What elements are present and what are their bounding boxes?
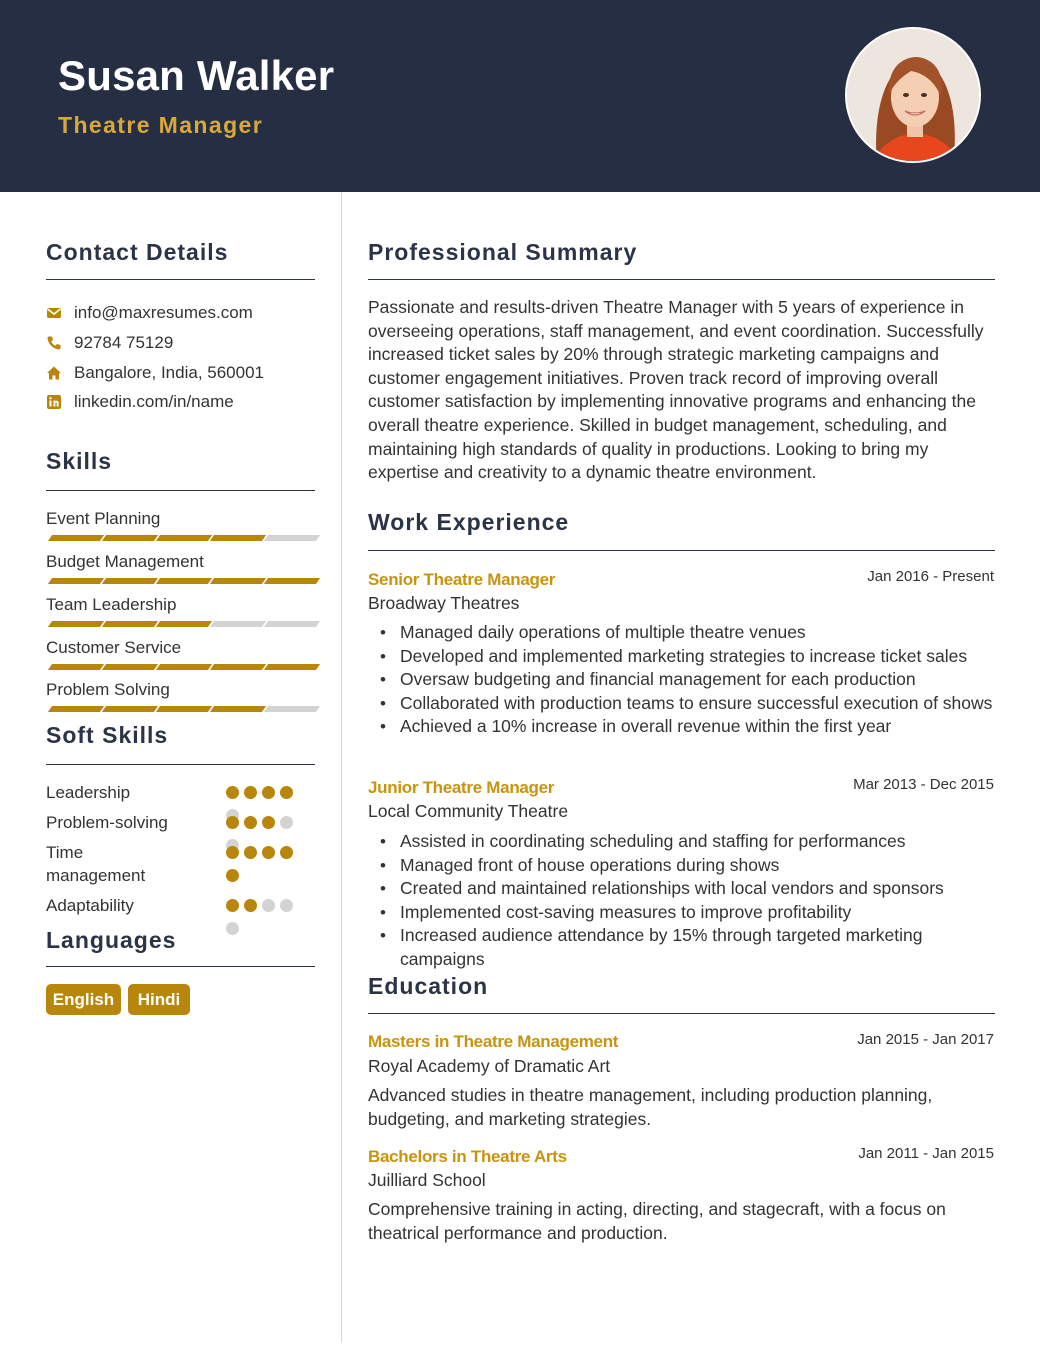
skill-item [46, 551, 316, 573]
job-bullet: • Achieved a 10% increase in overall revenue within the first year [368, 715, 994, 739]
resume-header [0, 0, 1040, 192]
soft-skill-label: Problem-solving [46, 813, 168, 832]
languages-rule [46, 966, 315, 967]
rating-dot-filled [280, 786, 293, 799]
email-icon [46, 305, 62, 321]
rating-dot-filled [226, 869, 239, 882]
contact-phone-text: 92784 75129 [74, 333, 174, 352]
rating-dot-empty [280, 899, 293, 912]
degree-description: Comprehensive training in acting, directing, and stagecraft, with a focus on theatrical performance and production. [368, 1199, 946, 1243]
soft-skills-rule [46, 764, 315, 765]
degree-title: Bachelors in Theatre Arts [368, 1147, 567, 1166]
summary-rule [368, 279, 995, 280]
rating-dot-filled [226, 899, 239, 912]
skill-item [46, 679, 316, 701]
skill-segment-empty [264, 621, 320, 627]
job-bullet: • Oversaw budgeting and financial management for each production [368, 668, 994, 692]
rating-dot-filled [244, 846, 257, 859]
contact-email-text: info@maxresumes.com [74, 303, 253, 322]
skill-segment-filled [48, 535, 104, 541]
contact-heading: Contact Details [46, 239, 229, 265]
rating-dot-filled [262, 846, 275, 859]
skill-label: Problem Solving [46, 680, 170, 699]
language-badge: English [46, 984, 121, 1015]
rating-dot-filled [280, 846, 293, 859]
rating-dot-filled [244, 816, 257, 829]
job-bullet: • Collaborated with production teams to ensure successful execution of shows [368, 692, 994, 716]
contact-address-text: Bangalore, India, 560001 [74, 363, 264, 382]
summary-text: Passionate and results-driven Theatre Manager with 5 years of experience in overseeing operations, staff management, and event coordination. Successfully increased ticket sales by 20% through strategic marketing campaigns and customer engagement initiatives. Proven track record of improving overall customer satisfaction by implementing innovative programs and enhancing the overall theatre experience. Skilled in budget management, scheduling, and maintaining high standards of quality in productions. Looking to bring my expertise and creativity to a dynamic theatre environment. [368, 297, 984, 483]
skill-segment-filled [210, 664, 266, 670]
rating-dot-filled [262, 786, 275, 799]
skill-segment-filled [48, 578, 104, 584]
home-icon [46, 365, 62, 381]
skill-segment-filled [156, 535, 212, 541]
job-employer: Local Community Theatre [368, 801, 569, 821]
contact-linkedin[interactable] [46, 391, 326, 413]
contact-rule [46, 279, 315, 280]
job-bullet: • Managed daily operations of multiple theatre venues [368, 621, 994, 645]
skill-label: Budget Management [46, 552, 204, 571]
skill-segment-filled [264, 578, 320, 584]
rating-dot-filled [226, 786, 239, 799]
degree-description: Advanced studies in theatre management, including production planning, budgeting, and marketing strategies. [368, 1085, 933, 1129]
skill-segment-filled [210, 535, 266, 541]
skill-segment-filled [102, 535, 158, 541]
skill-segment-filled [48, 664, 104, 670]
skill-segment-filled [210, 578, 266, 584]
rating-dot-empty [262, 899, 275, 912]
job-bullet: • Created and maintained relationships with local vendors and sponsors [368, 877, 994, 901]
skill-rating-bar [46, 578, 314, 584]
job-bullet: • Increased audience attendance by 15% through targeted marketing campaigns [368, 924, 994, 971]
soft-skill-rating [226, 846, 306, 886]
degree-dates: Jan 2015 - Jan 2017 [857, 1031, 994, 1048]
rating-dot-filled [226, 816, 239, 829]
skill-segment-filled [156, 578, 212, 584]
profile-photo [845, 27, 981, 163]
experience-heading: Work Experience [368, 509, 570, 535]
skill-rating-bar [46, 621, 314, 627]
skill-segment-filled [156, 621, 212, 627]
skill-item [46, 508, 316, 530]
skill-segment-filled [102, 706, 158, 712]
education-heading: Education [368, 973, 489, 999]
skill-rating-bar [46, 706, 314, 712]
job-bullets [368, 830, 994, 972]
skill-label: Team Leadership [46, 595, 177, 614]
soft-skill-rating [226, 899, 306, 939]
job-employer: Broadway Theatres [368, 593, 520, 613]
degree-title: Masters in Theatre Management [368, 1032, 619, 1051]
skill-item [46, 594, 316, 616]
job-bullet: • Assisted in coordinating scheduling and staffing for performances [368, 830, 994, 854]
job-title: Junior Theatre Manager [368, 778, 555, 797]
experience-rule [368, 550, 995, 551]
skill-segment-filled [102, 578, 158, 584]
skill-segment-filled [156, 706, 212, 712]
candidate-name: Susan Walker [58, 52, 335, 99]
contact-phone[interactable] [46, 332, 326, 354]
job-bullet: • Developed and implemented marketing strategies to increase ticket sales [368, 645, 994, 669]
job-bullet: • Implemented cost-saving measures to improve profitability [368, 901, 994, 925]
languages-heading: Languages [46, 927, 177, 953]
job-bullets [368, 621, 994, 739]
candidate-title: Theatre Manager [58, 112, 264, 138]
skill-rating-bar [46, 664, 314, 670]
contact-linkedin-text: linkedin.com/in/name [74, 392, 234, 411]
degree-school: Royal Academy of Dramatic Art [368, 1056, 611, 1076]
job-dates: Jan 2016 - Present [867, 568, 994, 585]
skill-segment-filled [102, 664, 158, 670]
summary-heading: Professional Summary [368, 239, 638, 265]
skill-segment-filled [210, 706, 266, 712]
soft-skill-label: Time management [46, 843, 146, 885]
skill-label: Customer Service [46, 638, 182, 657]
contact-email[interactable] [46, 302, 326, 324]
rating-dot-empty [280, 816, 293, 829]
skill-segment-filled [48, 706, 104, 712]
skill-segment-filled [264, 664, 320, 670]
skill-label: Event Planning [46, 509, 161, 528]
profile-photo-illustration [847, 29, 981, 163]
skill-segment-filled [156, 664, 212, 670]
rating-dot-filled [244, 786, 257, 799]
column-divider [341, 192, 342, 1342]
degree-dates: Jan 2011 - Jan 2015 [858, 1145, 994, 1162]
degree-school: Juilliard School [368, 1170, 486, 1190]
rating-dot-empty [226, 922, 239, 935]
education-rule [368, 1013, 995, 1014]
job-title: Senior Theatre Manager [368, 570, 556, 589]
rating-dot-filled [244, 899, 257, 912]
job-dates: Mar 2013 - Dec 2015 [853, 776, 994, 793]
skill-segment-filled [102, 621, 158, 627]
rating-dot-filled [226, 846, 239, 859]
skills-rule [46, 490, 315, 491]
skill-segment-empty [210, 621, 266, 627]
skills-heading: Skills [46, 448, 113, 474]
job-bullet: • Managed front of house operations during shows [368, 854, 994, 878]
language-badge: Hindi [128, 984, 190, 1015]
soft-skill-label: Leadership [46, 783, 131, 802]
soft-skills-heading: Soft Skills [46, 722, 169, 748]
skill-item [46, 637, 316, 659]
skill-segment-empty [264, 535, 320, 541]
phone-icon [46, 335, 62, 351]
skill-rating-bar [46, 535, 314, 541]
soft-skill-label: Adaptability [46, 896, 134, 915]
rating-dot-filled [262, 816, 275, 829]
linkedin-icon [46, 394, 62, 410]
contact-address [46, 362, 326, 384]
skill-segment-empty [264, 706, 320, 712]
skill-segment-filled [48, 621, 104, 627]
